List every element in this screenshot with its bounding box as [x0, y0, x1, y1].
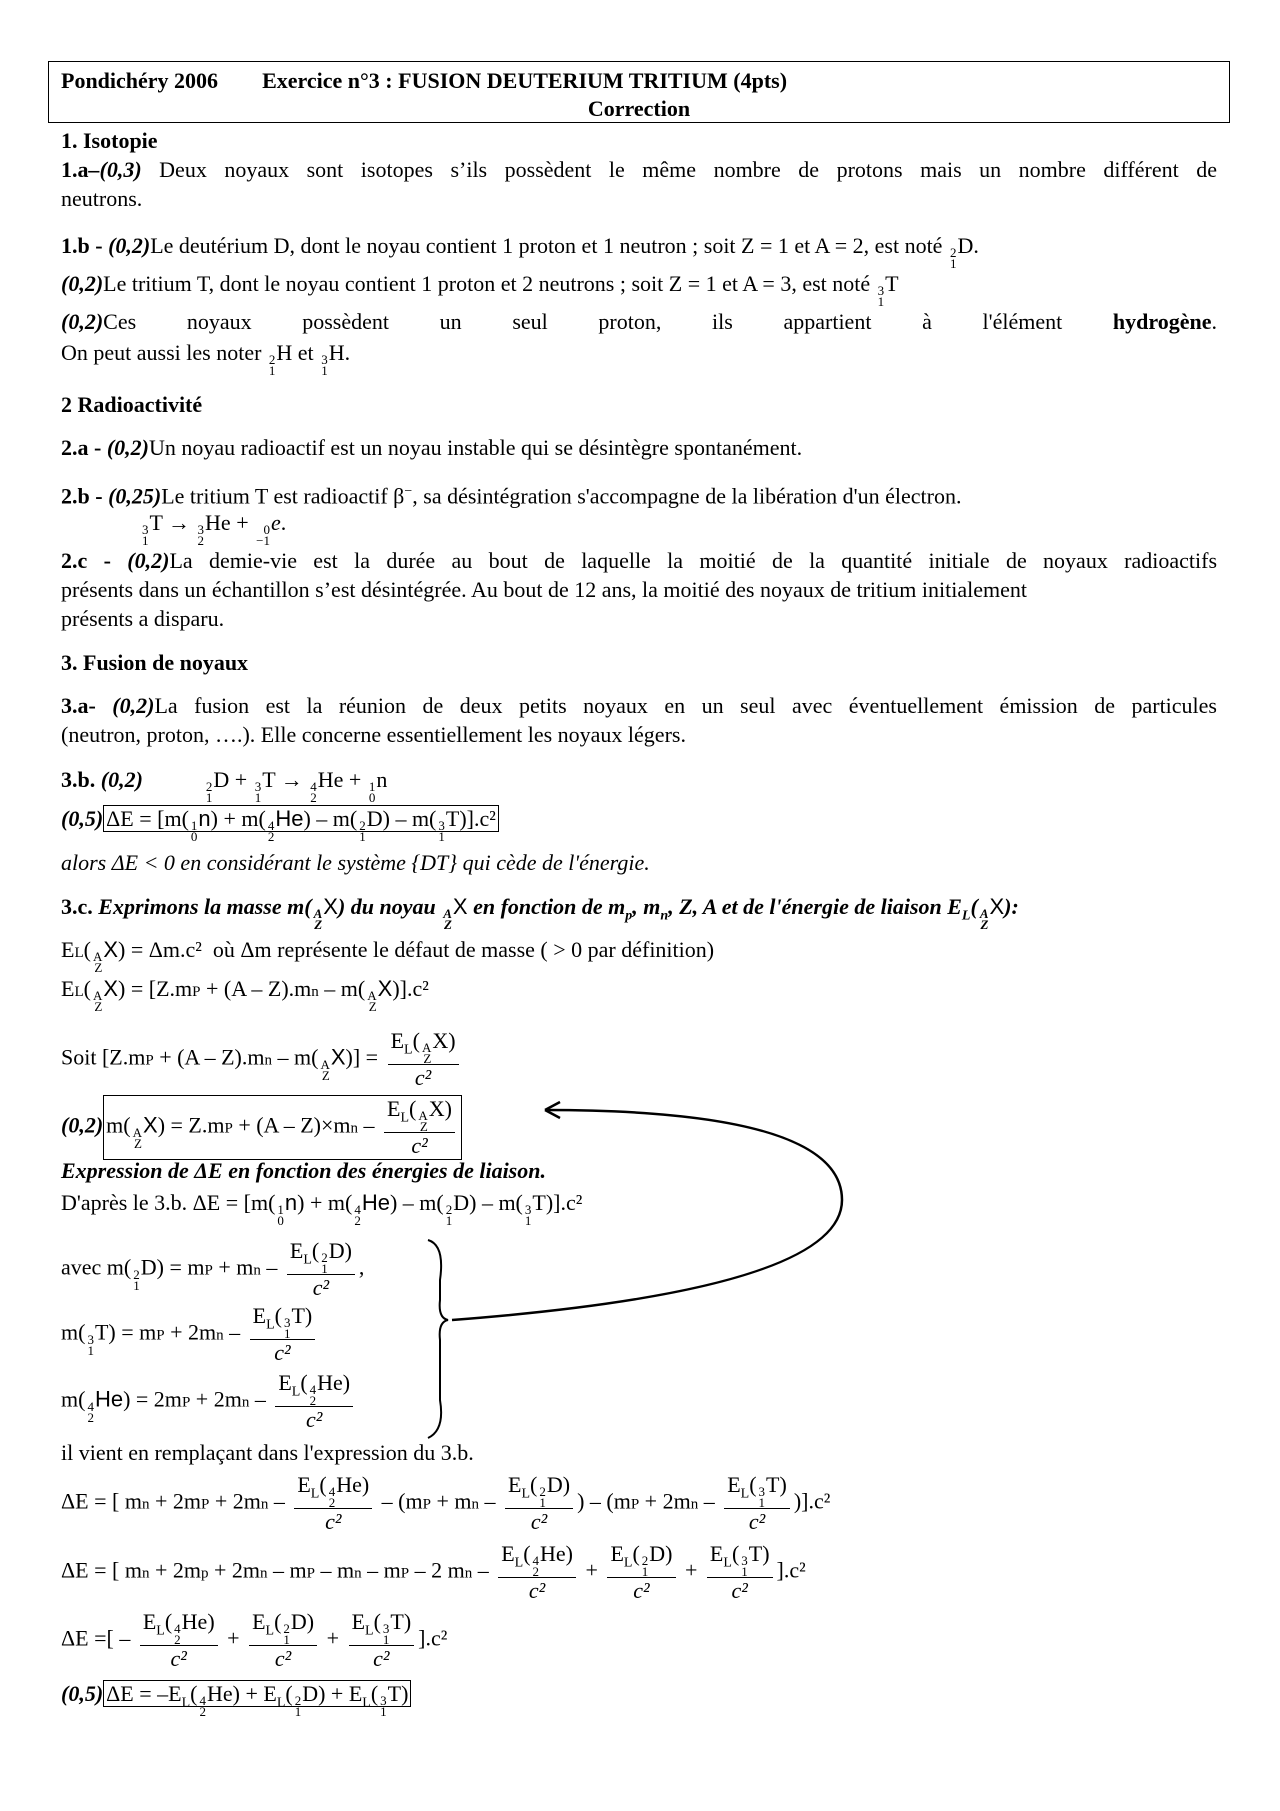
header-source: Pondichéry 2006	[61, 68, 219, 93]
s3a-line2: (neutron, proton, ….). Elle concerne essentiellement les noyaux légers.	[61, 722, 686, 747]
s2c-line1: 2.c - (0,2)La demie-vie est la durée au bout de laquelle la moitié de la quantité initiale de noyaux radioactifs	[61, 548, 1218, 573]
s3c-de-step3: ΔE =[ – $E_L$( 4 2 He) c² + $E_L$( 2 1 D) c² + $E_L$( 3 1 T) c² ].c²	[61, 1609, 448, 1671]
s2c-line2: présents dans un échantillon s’est désintégrée. Au bout de 12 ans, la moitié des noyaux de tritium initialement	[61, 577, 1027, 602]
s1a-line1: 1.a–(0,3) Deux noyaux sont isotopes s’ils possèdent le même nombre de protons mais un nombre différent de	[61, 157, 1217, 182]
s2c-line3: présents a disparu.	[61, 606, 225, 631]
s3c-de-final: (0,5) $\Delta E = -E_L$( 4 2 $He) + E_L$( 2 1 $D) + E_L$( 3 1 T)	[61, 1681, 1217, 1717]
s1b-line1: 1.b - (0,2)Le deutérium D, dont le noyau contient 1 proton et 1 neutron ; soit Z = 1 et A = 2, est noté 2 1 D.	[61, 233, 979, 271]
section-2-title: 2 Radioactivité	[61, 392, 203, 417]
s3c-mass-d: avec m( 2 1 D) = mP + mn – $E_L$( 2 1 D) c² ,	[61, 1238, 365, 1300]
s3c-expr-title: Expression de ΔE en fonction des énergies de liaison.	[61, 1158, 546, 1183]
s3c-il-vient: il vient en remplaçant dans l'expression du 3.b.	[61, 1440, 474, 1465]
section-1-title: 1. Isotopie	[61, 128, 158, 153]
header-subtitle: Correction	[587, 96, 691, 121]
s3c-el-def: EL( A Z X) = Δm.c² où Δm représente le défaut de masse ( > 0 par définition)	[61, 937, 715, 975]
s2b-equation: 3 1 T → 3 2 He + 0 −1 e.	[142, 510, 287, 548]
s3c-el-expr: EL( A Z X) = [Z.mP + (A – Z).mn – m( A Z X)].c²	[61, 976, 429, 1014]
s3b-delta-e: (0,5) ΔE = [m( 1 0 n) + m( 4 2 He) – m( 2 1 D) – m( 3 1 T)].c²	[61, 806, 1217, 842]
s1b-line2: (0,2)Le tritium T, dont le noyau contient 1 proton et 2 neutrons ; soit Z = 1 et A = 3, est noté 3 1 T	[61, 271, 899, 309]
s3b-equation: 3.b. (0,2) 2 1 D + 3 1 T → 4 2 He + 1 0 n	[61, 767, 388, 805]
header-box	[48, 61, 1230, 123]
s3c-mass-he: m( 4 2 He) = 2mP + 2mn – $E_L$( 4 2 He) c²	[61, 1370, 1217, 1433]
s3c-de-step2: ΔE = [ mn + 2mp + 2mn – mP – mn – mP – 2 mn – $E_L$( 4 2 He) c² + $E_L$( 2 1 D) c² + $E_L$( 3 1 T) c² ].c²	[61, 1541, 806, 1603]
s3c-title: 3.c. Exprimons la masse m( A Z X) du noyau A Z X en fonction de $m_p$, $m_n$, Z, A et de l'énergie de liaison $E_L$( A Z X):	[61, 894, 1019, 932]
s1b-line4: On peut aussi les noter 2 1 H et 3 1 H.	[61, 340, 351, 378]
s3c-dapres: D'après le 3.b. ΔE = [m( 1 0 n) + m( 4 2 He) – m( 2 1 D) – m( 3 1 T)].c²	[61, 1190, 583, 1228]
s3c-de-step1: ΔE = [ mn + 2mP + 2mn – $E_L$( 4 2 He) c² – (mP + mn – $E_L$( 2 1 D) c² ) – (mP + 2mn – $E_L$( 3 1 T) c² )].c²	[61, 1472, 831, 1534]
s3b-note: alors ΔE < 0 en considérant le système {DT} qui cède de l'énergie.	[61, 850, 650, 875]
s1b-line3: (0,2)Ces noyaux possèdent un seul proton, ils appartient à l'élément hydrogène.	[61, 309, 1218, 334]
s3a-line1: 3.a- (0,2)La fusion est la réunion de deux petits noyaux en un seul avec éventuellement émission de particules	[61, 693, 1217, 718]
s3c-mass-t: m( 3 1 T) = mP + 2mn – $E_L$( 3 1 T) c²	[61, 1303, 1217, 1366]
s3c-mass-formula: (0,2) m( A Z X) = Z.mP + (A – Z)×mn – $E_L$( A Z X) c²	[61, 1095, 1217, 1160]
s2a-line: 2.a - (0,2)Un noyau radioactif est un noyau instable qui se désintègre spontanément.	[61, 435, 803, 460]
section-3-title: 3. Fusion de noyaux	[61, 650, 249, 675]
s2b-line: 2.b - (0,25)Le tritium T est radioactif β−, sa désintégration s'accompagne de la libération d'un électron.	[61, 483, 962, 509]
s3c-soit: Soit [Z.mP + (A – Z).mn – m( A Z X)] = $E_L$( A Z X) c²	[61, 1028, 1217, 1091]
s1a-line2: neutrons.	[61, 186, 143, 211]
header-title: Exercice n°3 : FUSION DEUTERIUM TRITIUM (4pts)	[262, 68, 788, 93]
